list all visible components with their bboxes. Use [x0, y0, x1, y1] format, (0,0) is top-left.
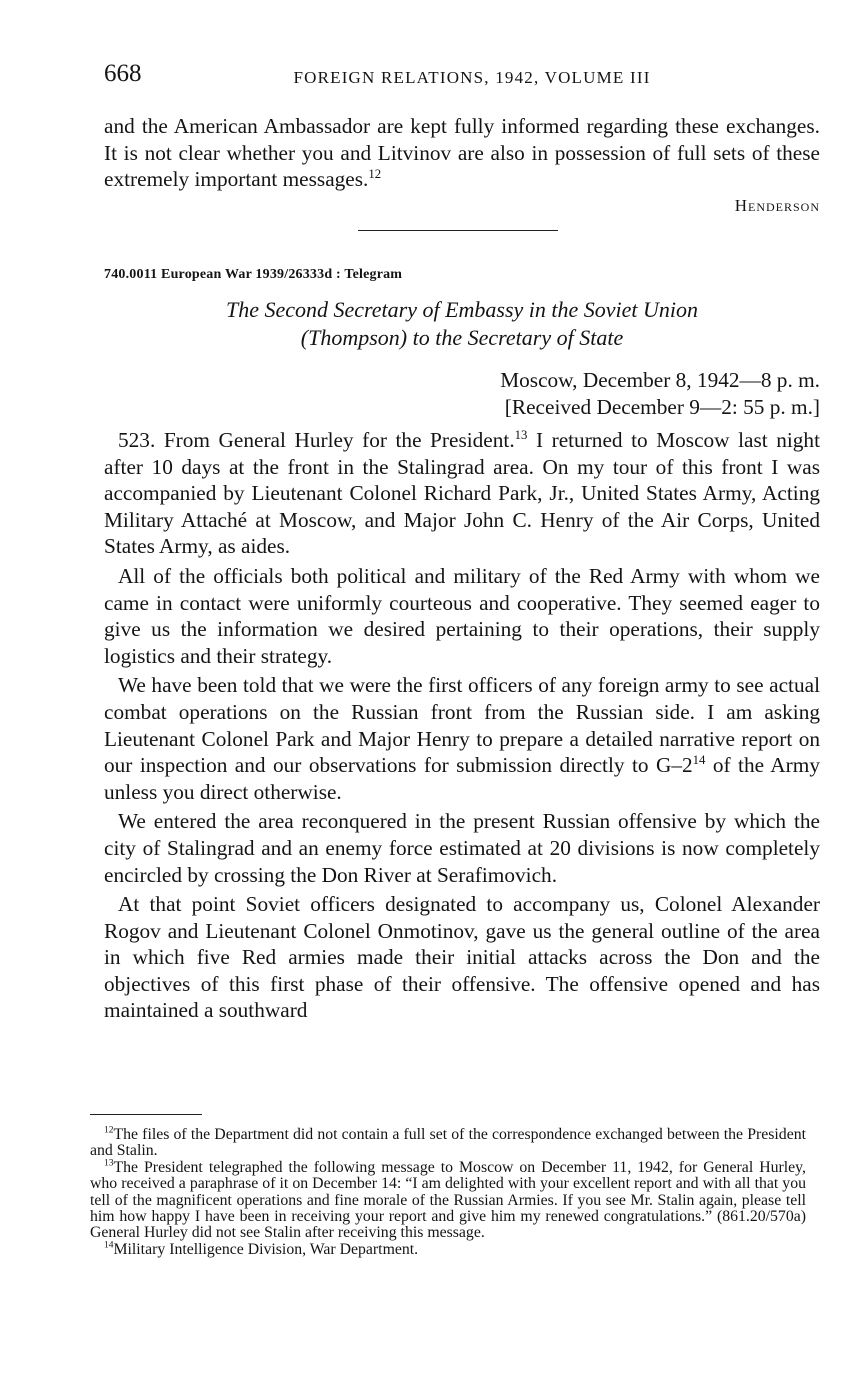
dateline: Moscow, December 8, 1942—8 p. m. — [500, 368, 820, 392]
footnotes — [90, 1127, 806, 1258]
signature: Henderson — [734, 195, 820, 215]
dateline-block — [104, 367, 820, 421]
paragraph-3: We have been told that we were the first officers of any foreign army to see actual combat operations on the Russian front from the Russian side. I am asking Lieutenant Colonel Park and Major Henry to prepare a detailed narrative report on our inspection and our observations for submission directly to $G-2^{14}$ of the Army unless you direct otherwise. — [104, 673, 820, 804]
file-number: 740.0011 European War 1939/26333d : Telegram — [104, 267, 403, 282]
title-line-1: The Second Secretary of Embassy in the Soviet Union — [225, 297, 699, 322]
running-title: FOREIGN RELATIONS, 1942, VOLUME III — [293, 68, 651, 87]
paragraph-1: 523. From General Hurley for the President.$^{13}$ I returned to Moscow last night after 10 days at the front in the Stalingrad area. On my tour of this front I was accompanied by Lieutenant Colonel Richard Park, Jr., United States Army, Acting Military Attaché at Moscow, and Major John C. Henry of the Air Corps, United States Army, as aides. — [104, 427, 820, 559]
telegram-body — [104, 427, 820, 1024]
paragraph-2: All of the officials both political and military of the Red Army with whom we came in contact were uniformly courteous and cooperative. They seemed eager to give us the information we desired pertaining to their operations, their supply logistics and their strategy. — [104, 563, 820, 668]
footnote-ref-12: 12 — [368, 167, 382, 182]
footnote-12: $^{12}$The files of the Department did not contain a full set of the correspondence exchanged between the President and Stalin. — [90, 1125, 806, 1160]
page-number: 668 — [104, 60, 142, 87]
footnote-14: $^{14}$Military Intelligence Division, War Department. — [104, 1240, 419, 1258]
received-line: [Received December 9—2: 55 p. m.] — [504, 395, 820, 419]
section-divider — [358, 230, 558, 231]
title-line-2: (Thompson) to the Secretary of State — [300, 325, 624, 350]
document-title — [104, 296, 820, 352]
paragraph-4: We entered the area reconquered in the present Russian offensive by which the city of Stalingrad and an enemy force estimated at 20 divisions is now completely encircled by crossing the Don River at Serafimovich. — [104, 809, 820, 887]
footnote-ref-13: 13 — [514, 427, 528, 442]
footnote-ref-14: 14 — [692, 753, 706, 768]
page-header — [104, 60, 820, 96]
footnote-13: $^{13}$The President telegraphed the following message to Moscow on December 11, 1942, for General Hurley, who received a paraphrase of it on December 14: “I am delighted with your excellent report and with all that you tell of the magnificent operations and fine morale of the Russian Armies. If you see Mr. Stalin again, please tell him how happy I have been in receiving your report and give him my renewed congratulations.” (861.20/570a) General Hurley did not see Stalin after receiving this message. — [90, 1158, 806, 1242]
footnote-divider — [90, 1114, 202, 1115]
continuation-block — [104, 113, 820, 219]
paragraph-5: At that point Soviet officers designated to accompany us, Colonel Alexander Rogov and Lieutenant Colonel Onmotinov, gave us the general outline of the area in which five Red armies made their initial attacks across the Don and the objectives of this first phase of their offensive. The offensive opened and has maintained a southward — [104, 892, 820, 1023]
continuation-paragraph: and the American Ambassador are kept fully informed regarding these exchanges. It is not clear whether you and Litvinov are also in possession of full sets of these extremely important messages.$^{12}$ — [104, 114, 820, 192]
